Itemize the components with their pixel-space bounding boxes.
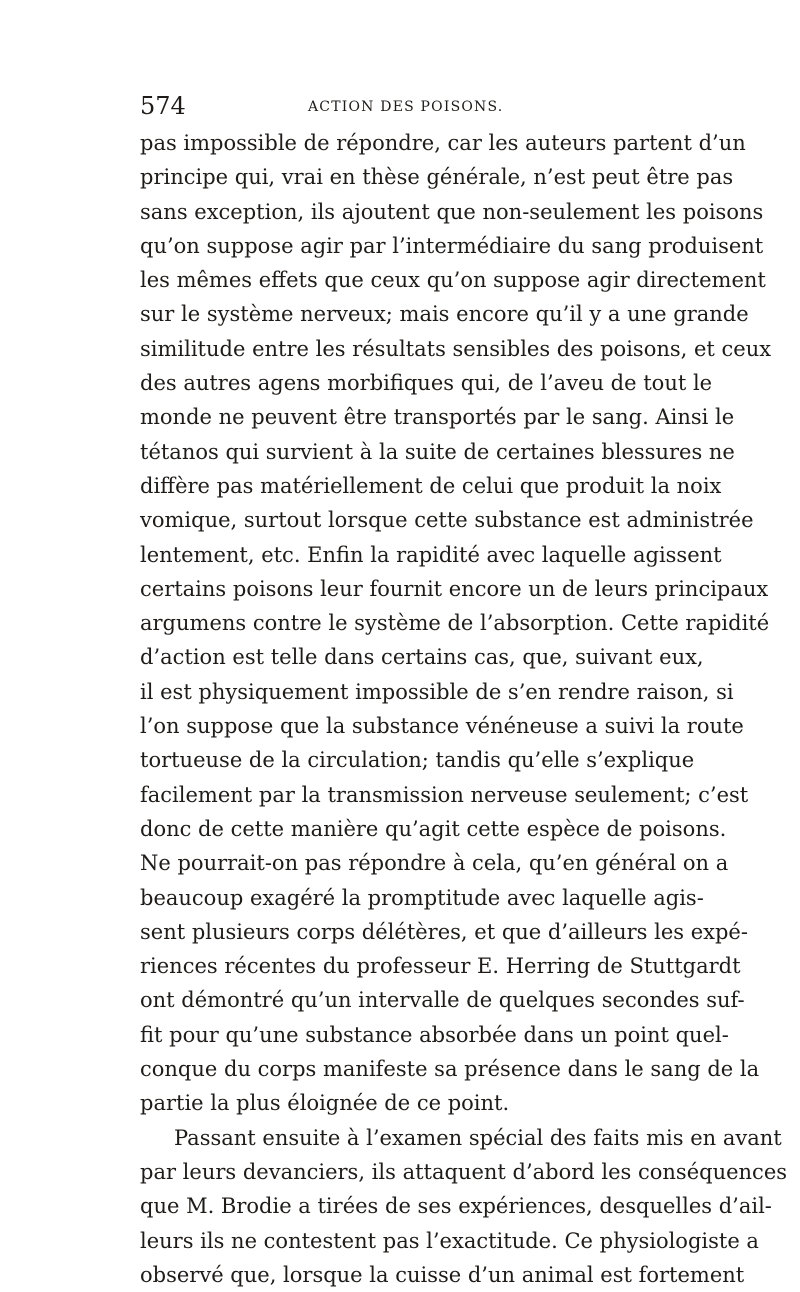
- text-line: riences récentes du professeur E. Herring de Stuttgardt: [140, 954, 741, 979]
- text-line: certains poisons leur fournit encore un de leurs principaux: [140, 576, 769, 601]
- paragraph: [140, 1121, 788, 1292]
- text-line: similitude entre les résultats sensibles des poisons, et ceux: [140, 336, 772, 361]
- text-line: tortueuse de la circulation; tandis qu’elle s’explique: [140, 748, 695, 773]
- text-line: Passant ensuite à l’examen spécial des faits mis en avant: [174, 1125, 782, 1150]
- text-line: conque du corps manifeste sa présence dans le sang de la: [140, 1057, 760, 1082]
- text-line: sur le système nerveux; mais encore qu’il y a une grande: [140, 302, 749, 327]
- text-line: diffère pas matériellement de celui que produit la noix: [140, 473, 722, 498]
- text-line: fit pour qu’une substance absorbée dans un point quel-: [140, 1022, 729, 1047]
- text-line: il est physiquement impossible de s’en rendre raison, si: [140, 679, 734, 704]
- text-line: qu’on suppose agir par l’intermédiaire du sang produisent: [140, 233, 764, 258]
- text-line: leurs ils ne contestent pas l’exactitude. Ce physiologiste a: [140, 1228, 759, 1253]
- text-line: l’on suppose que la substance vénéneuse a suivi la route: [140, 714, 744, 739]
- text-line: observé que, lorsque la cuisse d’un animal est fortement: [140, 1262, 745, 1287]
- paragraph: [140, 126, 772, 1121]
- text-line: lentement, etc. Enfin la rapidité avec laquelle agissent: [140, 542, 722, 567]
- body-text: [140, 126, 788, 1292]
- text-line: ont démontré qu’un intervalle de quelques secondes suf-: [140, 988, 745, 1013]
- text-line: partie la plus éloignée de ce point.: [140, 1091, 510, 1116]
- running-head: ACTION DES POISONS.: [308, 99, 504, 115]
- text-line: donc de cette manière qu’agit cette espèce de poisons.: [140, 816, 727, 841]
- page-number: 574: [140, 92, 186, 120]
- text-line: par leurs devanciers, ils attaquent d’abord les conséquences: [140, 1159, 788, 1184]
- text-line: facilement par la transmission nerveuse seulement; c’est: [140, 782, 749, 807]
- text-line: que M. Brodie a tirées de ses expériences, desquelles d’ail-: [140, 1194, 772, 1219]
- text-line: monde ne peuvent être transportés par le sang. Ainsi le: [140, 405, 735, 430]
- text-line: les mêmes effets que ceux qu’on suppose agir directement: [140, 268, 766, 293]
- text-line: sent plusieurs corps délétères, et que d’ailleurs les expé-: [140, 919, 748, 944]
- text-line: d’action est telle dans certains cas, que, suivant eux,: [140, 645, 704, 670]
- text-line: sans exception, ils ajoutent que non-seulement les poisons: [140, 199, 764, 224]
- text-line: Ne pourrait-on pas répondre à cela, qu’en général on a: [140, 851, 729, 876]
- text-line: principe qui, vrai en thèse générale, n’est peut être pas: [140, 165, 734, 190]
- text-line: des autres agens morbifiques qui, de l’aveu de tout le: [140, 371, 713, 396]
- text-line: vomique, surtout lorsque cette substance est administrée: [140, 508, 754, 533]
- text-line: tétanos qui survient à la suite de certaines blessures ne: [140, 439, 735, 464]
- text-line: argumens contre le système de l’absorption. Cette rapidité: [140, 611, 770, 636]
- text-line: pas impossible de répondre, car les auteurs partent d’un: [140, 131, 746, 155]
- page-header: [140, 92, 668, 120]
- text-line: beaucoup exagéré la promptitude avec laquelle agis-: [140, 885, 704, 910]
